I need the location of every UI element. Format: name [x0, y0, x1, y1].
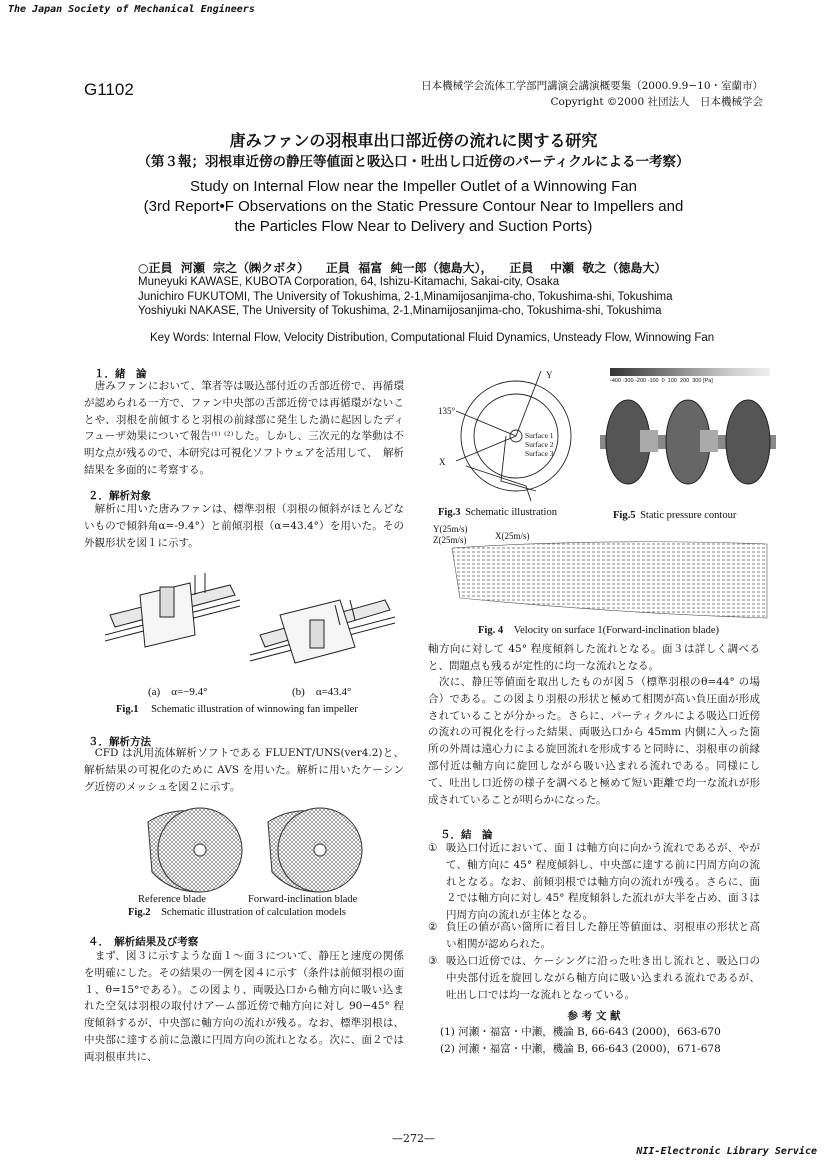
reference-1: (1) 河瀬・福富・中瀬，機論 B, 66-643 (2000)，663-670 [440, 1026, 721, 1038]
authors-jp: ○正員 河瀬 宗之（㈱クボタ） 正員 福富 純一郎（徳島大）， 正員 中瀬 敬之（徳島大） [138, 261, 667, 275]
figure-4-caption-text: Velocity on surface 1(Forward-inclination blade) [513, 625, 719, 636]
section-1-heading: １．緒 論 [94, 368, 147, 380]
copyright-line: Copyright ©2000 社団法人 日本機械学会 [550, 96, 763, 108]
figure-5-caption [613, 510, 736, 521]
figure-3-surface-2: Surface 2 [525, 440, 554, 449]
figure-3-caption [438, 507, 557, 518]
figure-4-axis-z: Z(25m/s) [433, 535, 467, 545]
figure-2-label-forward: Forward-inclination blade [248, 894, 358, 905]
proceedings-line: 日本機械学会流体工学部門講演会講演概要集（2000.9.9−10・室蘭市） [421, 80, 763, 92]
section-4-heading: ４． 解析結果及び考察 [88, 936, 199, 948]
figure-4-axis-x: X(25m/s) [495, 531, 530, 541]
section-2-heading: ２．解析対象 [88, 490, 151, 502]
figure-2-meshes [140, 802, 380, 898]
affiliation-3: Yoshiyuki NAKASE, The University of Tokushima, 2-1,Minamijosanjima-cho, Tokushima-shi, Tokushima [138, 305, 662, 317]
society-header: The Japan Society of Mechanical Engineers [8, 4, 255, 15]
figure-3-caption-text: Schematic illustration [465, 507, 557, 518]
references-heading: 参 考 文 献 [567, 1010, 621, 1022]
figure-5-scale-labels: -400 -300 -200 -100 0 100 200 300 [Pa] [610, 378, 713, 384]
section-3-heading: ３．解析方法 [88, 736, 151, 748]
title-en-3: the Particles Flow Near to Delivery and Suction Ports) [234, 218, 593, 235]
paper-id: G1102 [84, 80, 134, 99]
nii-footer: NII-Electronic Library Service [636, 1146, 817, 1157]
figure-5-color-scale [610, 368, 770, 376]
figure-1-caption-label: Fig.1 [116, 704, 139, 715]
title-en-1: Study on Internal Flow near the Impeller Outlet of a Winnowing Fan [190, 178, 637, 195]
right-body-1: 軸方向に対して 45° 程度傾斜した流れとなる。面３は詳しく調べると、問題点も残るが定性的に均一な流れとなる。 [428, 643, 760, 672]
title-jp-sub: （第３報；羽根車近傍の静圧等値面と吸込口・吐出し口近傍のパーティクルによる一考察） [137, 154, 690, 170]
figure-1-caption [116, 704, 358, 715]
section-1-body: 唐みファンにおいて、筆者等は吸込部付近の舌部近傍で、再循環が認められる一方で、ファン中央部の舌部近傍では再循環がないことや、羽根を前傾すると羽根の前縁部に発生した渦に起因したディフューザ効果について報告⁽¹⁾ ⁽²⁾した。しかし、三次元的な挙動は不明な点が残るので、本研究は可視化ソフトウェアを活用して、 解析結果を多面的に考察する。 [84, 380, 404, 476]
title-en-2: (3rd Report•F Observations on the Static Pressure Contour Near to Impellers and [143, 198, 684, 215]
affiliation-2: Junichiro FUKUTOMI, The University of Tokushima, 2-1,Minamijosanjima-cho, Tokushima-shi, Tokushima [138, 291, 673, 303]
figure-1-label-b: (b) α=43.4° [292, 686, 352, 698]
figure-4-caption-label: Fig. 4 [478, 625, 504, 636]
figure-3-surface-3: Surface 3 [525, 449, 554, 458]
conclusion-1: 吸込口付近において、面１は軸方向に向かう流れであるが、やがて、軸方向に 45° 程度傾斜し、中央部に達する前に円周方向の流れとなる。なお、前傾羽根では軸方向の流れが残る。さらに、面２では軸方向に対し 45° 程度傾斜した流れが大半を占め、面３は円周方向の流れが主体となる。 [446, 842, 760, 922]
figure-3-axis-x: X [439, 457, 446, 467]
figure-5-caption-text: Static pressure contour [640, 510, 737, 521]
section-2-body: 解析に用いた唐みファンは、標準羽根（羽根の傾斜がほとんどないもので傾斜角α=-9.4°）と前傾羽根（α=43.4°）を用いた。その外観形状を図１に示す。 [84, 503, 404, 549]
page-number: —272— [392, 1132, 435, 1145]
affiliation-1: Muneyuki KAWASE, KUBOTA Corporation, 64, Ishizu-Kitamachi, Sakai-city, Osaka [138, 276, 560, 288]
figure-3-schematic [436, 366, 596, 506]
figure-3-surface-1: Surface 1 [525, 431, 554, 440]
figure-5-caption-label: Fig.5 [613, 510, 636, 521]
conclusion-1-mark: ① [428, 842, 438, 854]
conclusion-2: 負圧の値が高い箇所に着目した静圧等値面は、羽根車の形状と高い相関が認められた。 [446, 921, 760, 950]
figure-2-caption-label: Fig.2 [128, 907, 151, 918]
reference-2: (2) 河瀬・福富・中瀬，機論 B, 66-643 (2000)，671-678 [440, 1043, 721, 1055]
figure-5-contour [600, 390, 776, 502]
keywords: Key Words: Internal Flow, Velocity Distribution, Computational Fluid Dynamics, Unsteady Flow, Winnowing Fan [150, 332, 715, 344]
conclusion-3: 吸込口近傍では、ケーシングに沿った吐き出し流れと、吸込口の中央部付近を旋回しながら軸方向に吸い込まれる流れであるが、吐出し口では均一な流れとなっている。 [446, 955, 760, 1001]
figure-4-velocity-vectors [432, 538, 774, 620]
conclusion-2-mark: ② [428, 921, 438, 933]
figure-2-label-reference: Reference blade [138, 894, 206, 905]
figure-1-impellers [100, 555, 400, 680]
figure-4-axis-y: Y(25m/s) [433, 524, 468, 534]
figure-3-angle: 135° [438, 406, 456, 416]
figure-3-axis-y: Y [546, 370, 553, 380]
figure-3-caption-label: Fig.3 [438, 507, 461, 518]
right-body-2: 次に、静圧等値面を取出したものが図５（標準羽根のθ=44° の場合）である。この図より羽根の形状と極めて相関が高い負圧面が形成されていることが分かった。さらに、パーティクルによる吸込口近傍の流れの可視化を行った結果、両吸込口から 45mm 内側に入った箇所の外周は遠心力による旋回流れを形成すると同時に、羽根車の前縁部付近は軸方向に旋回しながら吸い込まれる流れである。同様にして、吐出し口近傍の様子を調べると極めて短い距離で均一な流れが形成されていることが明らかになった。 [428, 676, 760, 806]
figure-1-caption-text: Schematic illustration of winnowing fan impeller [151, 704, 358, 715]
figure-4-caption [478, 625, 719, 636]
conclusion-3-mark: ③ [428, 955, 438, 967]
figure-1-label-a: (a) α=−9.4° [148, 686, 208, 698]
figure-2-caption-text: Schematic illustration of calculation models [161, 907, 346, 918]
title-jp-main: 唐みファンの羽根車出口部近傍の流れに関する研究 [229, 131, 598, 150]
figure-2-caption [128, 907, 346, 918]
section-5-heading: ５．結 論 [440, 829, 493, 841]
section-4-body: まず、図３に示すような面１〜面３について、静圧と速度の関係を明確にした。その結果の一例を図４に示す（条件は前傾羽根の面１、θ=15°である）。この図より、両吸込口から軸方向に吸い込まれた空気は羽根の取付けアーム部近傍で軸方向に対し 90−45° 程度傾斜するが、中央部に軸方向の流れが残る。なお、標準羽根は、中央部に達する前に急激に円周方向の流れとなる。次に、面２では両羽根車共に、 [84, 950, 404, 1063]
section-3-body: CFD は汎用流体解析ソフトである FLUENT/UNS(ver4.2)と、解析結果の可視化のために AVS を用いた。解析に用いたケーシング近傍のメッシュを図２に示す。 [84, 747, 404, 793]
